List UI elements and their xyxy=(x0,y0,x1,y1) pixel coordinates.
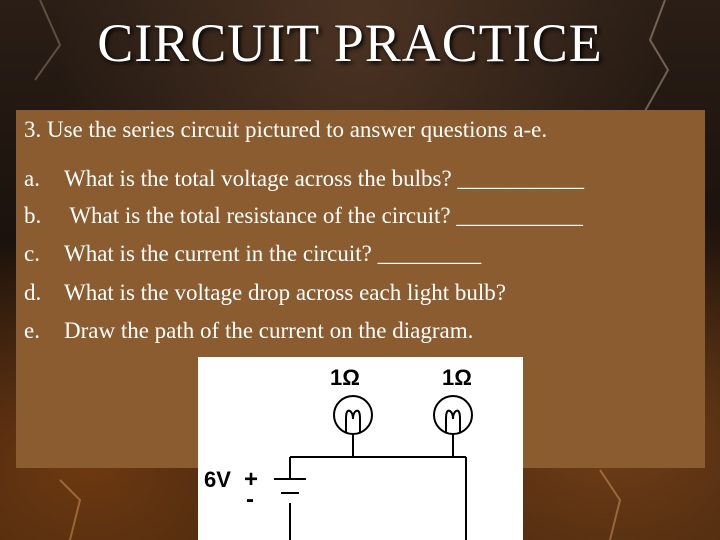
question-marker: b. xyxy=(24,203,42,228)
battery-plus-sign: + xyxy=(244,466,259,493)
question-marker: a. xyxy=(24,166,40,191)
bulb-2-resistance-label: 1Ω xyxy=(442,365,472,390)
battery-icon xyxy=(274,473,306,493)
light-bulb-1-icon xyxy=(334,396,372,441)
question-text: What is the current in the circuit? _________ xyxy=(64,241,482,266)
question-text: What is the total voltage across the bulbs? ___________ xyxy=(64,166,584,191)
question-marker: e. xyxy=(24,318,40,343)
question-c xyxy=(24,242,481,265)
question-text: Draw the path of the current on the diagram. xyxy=(64,318,474,343)
light-bulb-2-icon xyxy=(434,396,472,441)
circuit-wires xyxy=(290,441,466,540)
question-b xyxy=(24,204,583,227)
question-e xyxy=(24,319,473,342)
question-d xyxy=(24,281,506,304)
slide-title: CIRCUIT PRACTICE xyxy=(97,13,603,73)
question-text: What is the voltage drop across each light bulb? xyxy=(64,280,506,305)
question-a xyxy=(24,167,584,190)
question-text: What is the total resistance of the circuit? ___________ xyxy=(64,203,583,228)
circuit-diagram xyxy=(198,357,523,540)
battery-minus-sign: - xyxy=(246,486,254,513)
question-intro: 3. Use the series circuit pictured to answer questions a-e. xyxy=(24,117,548,142)
bulb-1-resistance-label: 1Ω xyxy=(330,365,360,390)
question-marker: d. xyxy=(24,280,42,305)
battery-voltage-label: 6V xyxy=(204,467,231,492)
question-marker: c. xyxy=(24,241,40,266)
